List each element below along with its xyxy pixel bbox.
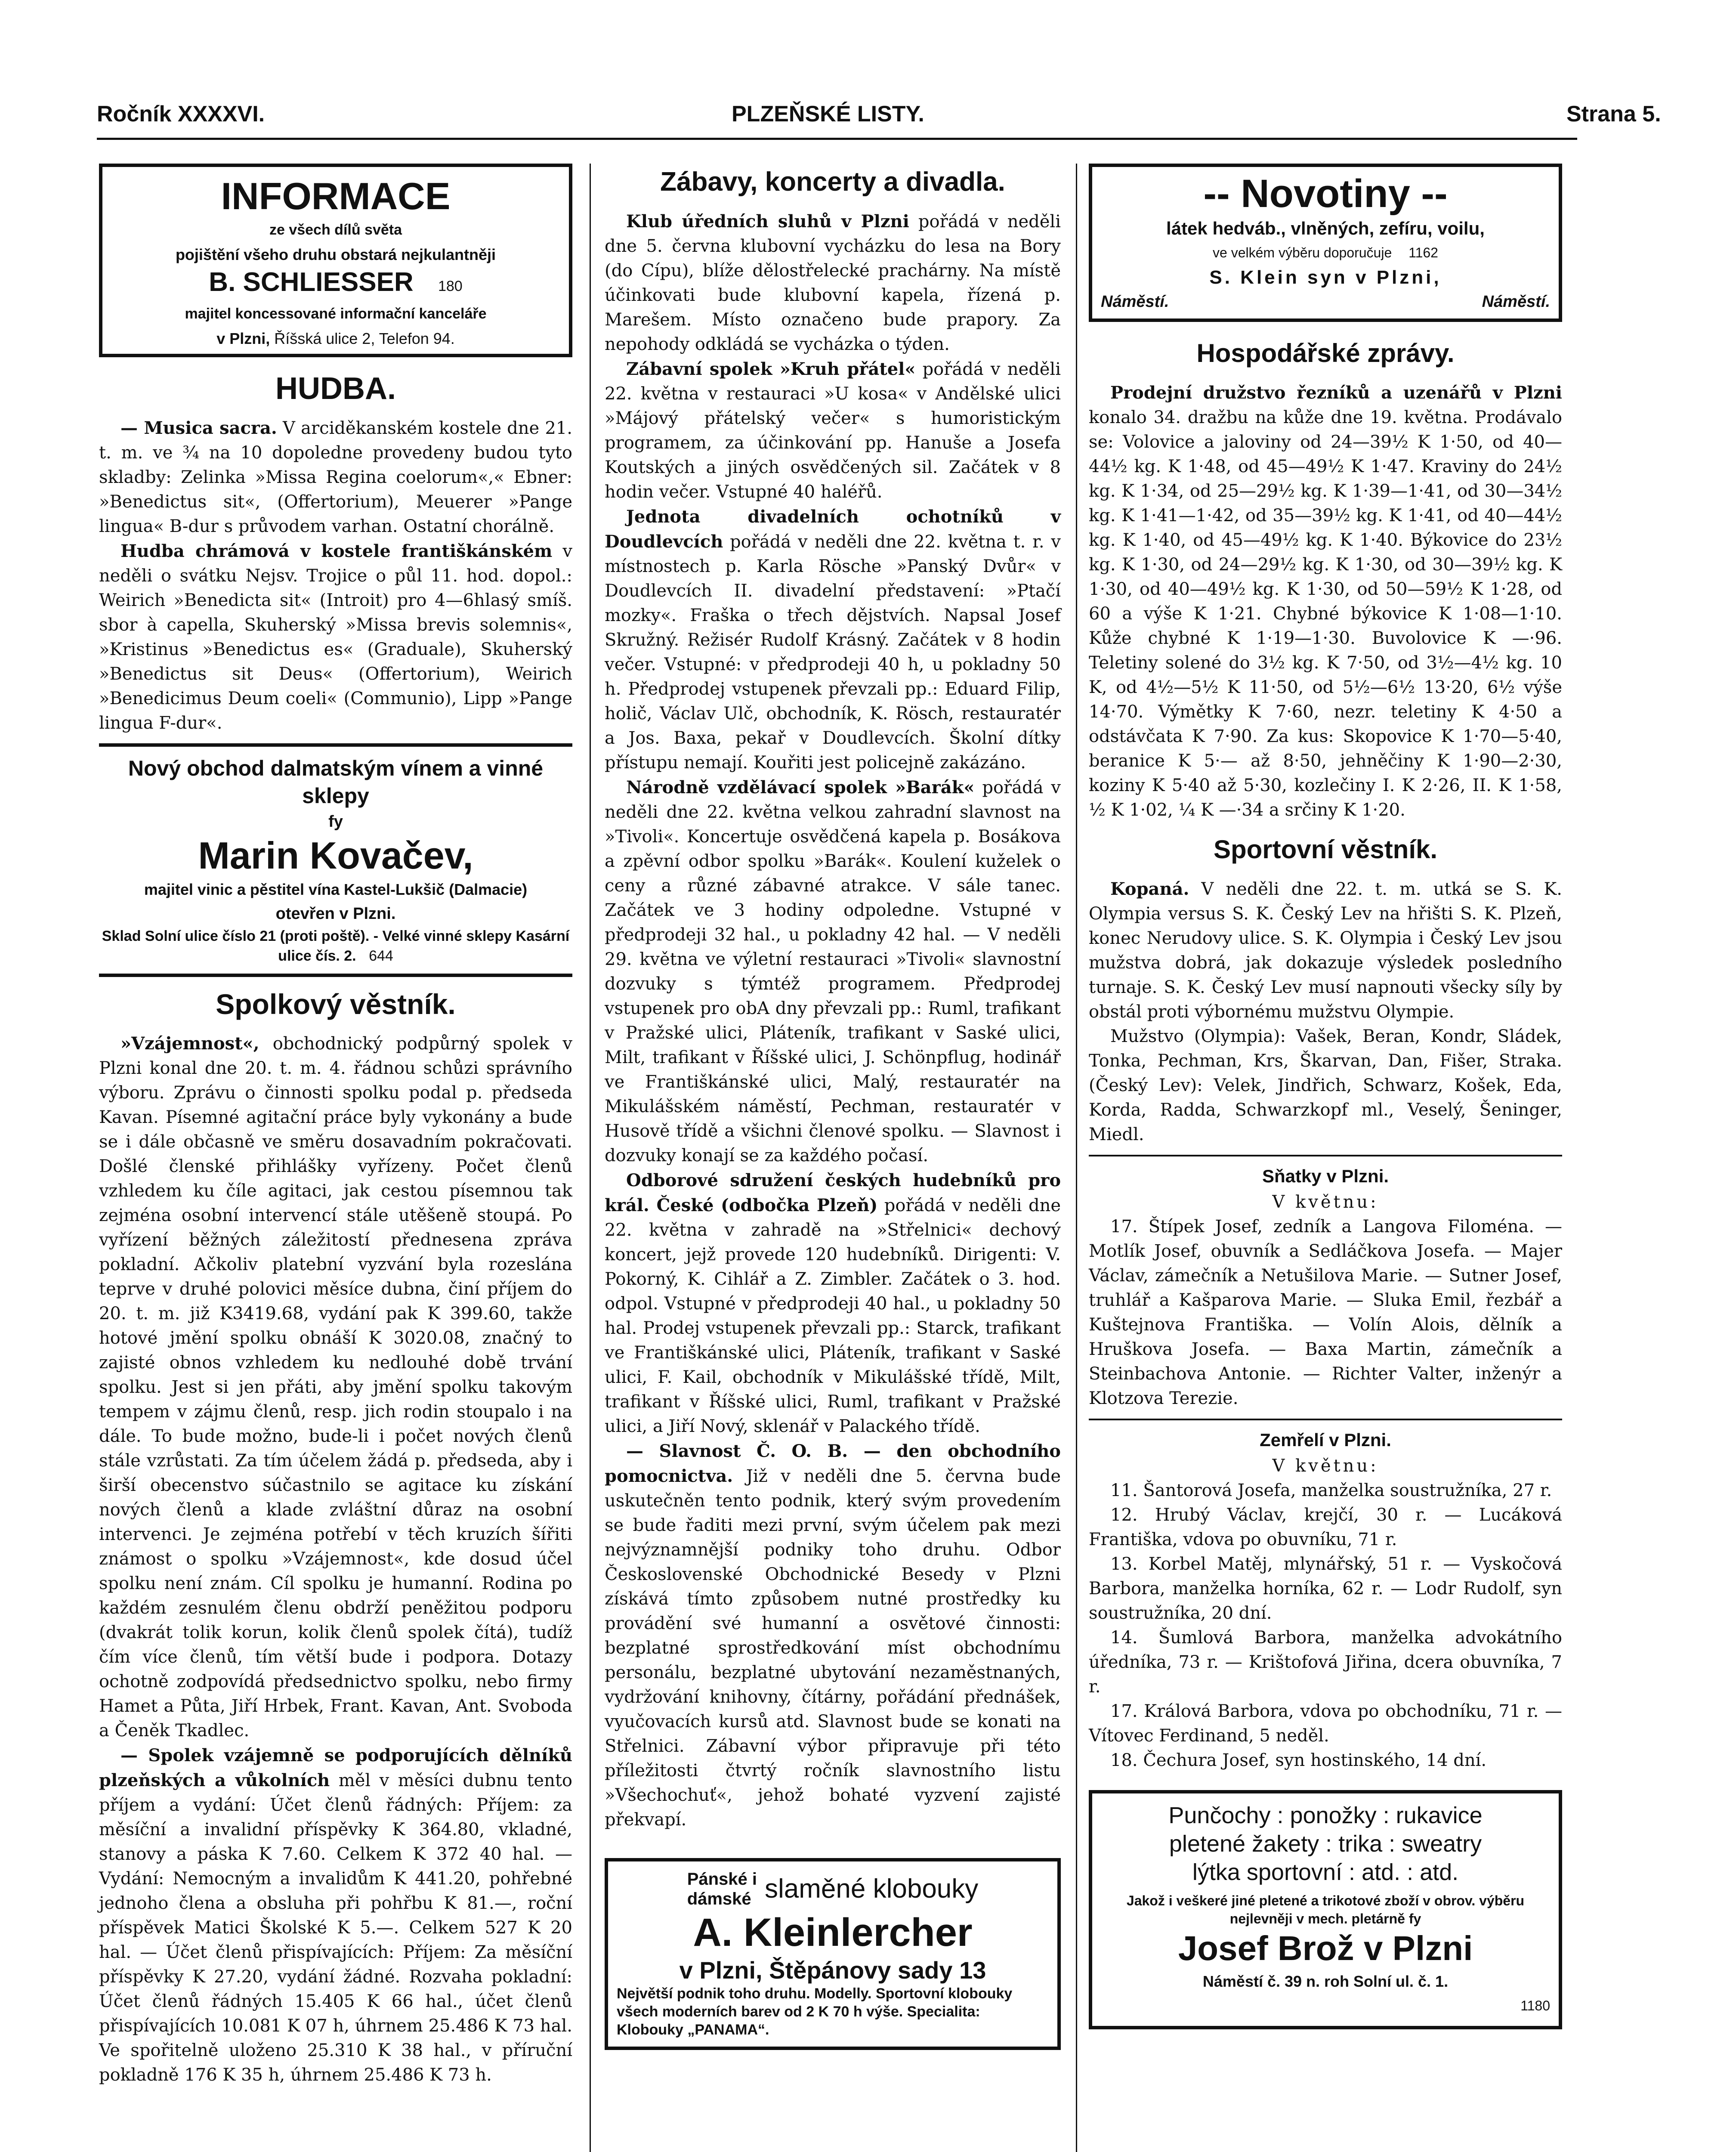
section-subtitle: V květnu: — [1272, 1456, 1379, 1476]
ad-novotiny-right: Náměstí. — [1482, 293, 1550, 311]
paragraph-body: pořádá v neděli dne 5. června klubovní vycházku do lesa na Bory (do Cípu), blíže dělostřelecké prachárny. Na místě účinkovati bude klubovní kapela, řízená p. Marešem. Místo označeno bude prapory. Za nepohody odkládá se vycházka o týden. — [605, 212, 1061, 354]
ad-kovacev — [99, 754, 572, 966]
ad-novotiny — [1089, 164, 1562, 322]
ad-informace-line: ze všech dílů světa — [269, 222, 402, 238]
paragraph — [605, 1168, 1061, 1439]
paragraph — [99, 416, 572, 539]
paragraph-body: pořádá v neděli 22. května v restauraci »U kosa« v Andělské ulici »Májový přátelský večer« s humoristickým programem, za účinkování pp. Hanuše a Josefa Koutských a jiných osvědčených sil. Začátek v 8 hodin večer. Vstupné 40 haléřů. — [605, 359, 1061, 502]
paragraph-body: pořádá v neděli dne 22. května velkou zahradní slavnost na »Tivoli«. Koncertuje osvědčená kapela p. Bosákova a zpěvní odbor spolku »Barák«. Koulení kuželek o ceny a různé zábavné atrakce. V sále tanec. Začátek ve 3 hodiny odpoledne. Vstupné v předprodeji 32 hal., u pokladny 42 hal. — V neděli 29. května ve výletní restauraci »Tivoli« slavnostní dozvuky s týmtéž programem. Předprodej vstupenek pro obA dny převzali pp.: Ruml, trafikant v Pražské ulici, Pláteník, trafikant v Saské ulici, Milt, trafikant v Říšské ulici, J. Schönpflug, hodinář ve Františkánské ulici, Malý, restauratér na Mikulášském náměstí, Pechman, restauratér v Husově třídě a všichni členové spolku. — Slavnost i dozvuky konají se za každého počasí. — [605, 778, 1061, 1166]
ad-novotiny-foot — [1101, 290, 1550, 314]
paragraph-lead: »Vzájemnost«, — [120, 1033, 259, 1054]
paragraph-lead: Jednota divadelních ochotníků v Doudlevcích — [605, 507, 1061, 552]
paragraph-lead: Zábavní spolek »Kruh přátel« — [626, 359, 916, 379]
ad-informace-line: majitel koncessované informační kanceláře — [185, 306, 487, 322]
paragraph-body: obchodnický podpůrný spolek v Plzni konal dne 20. t. m. 4. řádnou schůzi správního výboru. Zprávu o činnosti spolku podal p. předseda Kavan. Písemné agitační práce byly vykonány a bude se i dále občasně ve směru dosavadním pokračovati. Došlé členské přihlášky vyřízeny. Počet členů vzhledem ku číle agitaci, jak cestou písemnou tak zejména osobní intervencí stále utěšeně stoupá. Po vyřízení běžných záležitostí přednesena zpráva pokladní. Ačkoliv platební vyzvání byla rozeslána teprve v druhé polovici měsíce dubna, činí příjem do 20. t. m. již K3419.68, vydání pak K 399.60, takže hotové jmění spolku obnáší K 3020.08, značný to zajisté obnos vzhledem ku nedlouhé době trvání spolku. Jest si jen přáti, aby jmění spolku takovým tempem v zájmu členů, resp. jich rodin stoupalo i na dále. To bude možno, bude-li i počet nových členů stále vzrůstati. Za tím účelem žádá p. předseda, aby i širší obecenstvo súčastnilo se agitace ku získání nových členů a klade zvláštní důraz na osobní intervenci. Je zejména potřebí v těch kruzích šířiti známost o spolku »Vzájemnost«, kde dosud účel spolku není znám. Cíl spolku je humanní. Rodina po každém zesnulém členu obdrží peněžitou podporu (dvakrát tolik korun, kolik členů spolek čítá), tudíž čím více členů, tím větší bude i podpora. Dotazy ochotně zodpovídá předsednictvo spolku, nebo firmy Hamet a Půta, Jiří Hrbek, Frant. Kavan, Ant. Svoboda a Čeněk Tkadlec. — [99, 1034, 572, 1741]
ad-kovacev-title: Nový obchod dalmatským vínem a vinné sklepy — [128, 756, 544, 808]
ad-broz-line: lýtka sportovní : atd. : atd. — [1192, 1859, 1459, 1885]
paragraph-body: měl v měsíci dubnu tento příjem a vydání: Účet členů řádných: Příjem: za měsíční a invalidní příspěvky K 364.80, vkladné, stanovy a páska K 7.60. Celkem K 372 40 hal. — Vydání: Nemocným a invalidům K 441.20, pohřebné jednoho člena a obsluha při pohřbu K 81.—, roční příspěvek Matici Školské K 5.—. Celkem 527 K 20 hal. — Účet členů přispívajících: Příjem: Za měsíční příspěvky K 27.20, vydání žádné. Rozvaha pokladní: Účet členů řádných 15.405 K 66 hal., účet členů přispívajících 10.081 K 07 h, úhrnem 25.486 K 73 hal. Ve spořitelně uloženo 25.310 K 38 hal., v příruční pokladně 176 K 35 h, úhrnem 25.486 K 73 h. — [99, 1771, 572, 2085]
header-rule — [97, 138, 1577, 140]
ad-novotiny-name: S. Klein syn v Plzni, — [1209, 267, 1442, 288]
paragraph-lead: Národně vzdělávací spolek »Barák« — [626, 777, 975, 798]
paragraph — [99, 539, 572, 736]
ad-kleinlercher-top2: dámské — [687, 1889, 751, 1908]
ad-broz-num: 1180 — [1520, 1998, 1550, 2013]
ad-broz-addr: Náměstí č. 39 n. roh Solní ul. č. 1. — [1202, 1973, 1449, 1990]
ad-broz — [1089, 1790, 1562, 2029]
ad-informace-city: v Plzni, — [216, 330, 270, 347]
column-2 — [605, 164, 1061, 2063]
paragraph — [605, 504, 1061, 775]
ad-broz-name: Josef Brož v Plzni — [1178, 1929, 1473, 1967]
ad-kovacev-firm: fy — [328, 813, 343, 831]
ad-kleinlercher-top3: slaměné klobouky — [765, 1874, 979, 1904]
paragraph-body: Již v neděli dne 5. června bude uskutečněn tento podnik, který svým provedením se bude řaditi mezi první, svým účelem pak mezi nejvýznamnější podniky toho druhu. Odbor Československé Obchodnické Besedy v Plzni získává tímto způsobem nutné prostředky ku provádění své humanní a osvětové činnosti: bezplatné sprostředkování míst obchodnímu personálu, bezplatné ubytování nezaměstnaných, vydržování knihovny, čítárny, pořádání přednášek, vyučovacích kursů atd. Slavnost bude se konati na Střelnici. Zábavní výbor připravuje při této příležitosti čtvrtý ročník slavnostního listu »Všechochuť«, jehož bohaté vyzvení zajisté překvapí. — [605, 1466, 1061, 1830]
column-rule — [590, 164, 591, 2152]
ad-informace-num: 180 — [438, 278, 463, 294]
ad-kovacev-line: otevřen v Plzni. — [275, 905, 396, 923]
paragraph-body: konalo 34. dražbu na kůže dne 19. května. Prodávalo se: Volovice a jaloviny od 24—39½ K 1·50, od 40—44½ kg. K 1·48, od 45—49½ K 1·47. Kraviny do 24½ kg. K 1·34, od 25—29½ kg. K 1·39—1·41, od 30—34½ kg. K 1·41—1·42, od 35—39½ kg. K 1·41, od 40—44½ kg. K 1·40, od 45—49½ kg. K 1·40. Býkovice do 23½ kg. K 1·30, od 24—29½ kg. K 1·30, od 30—39½ kg. K 1·30, od 40—49½ kg. K 1·30, od 50—59½ K 1·28, od 60 a výše K 1·21. Chybné býkovice K 1·08—1·10. Kůže chybné K 1·19—1·30. Buvolovice K —·96. Teletiny solené do 3½ kg. K 7·50, od 3½—4½ kg. 10 K, od 4½—5½ K 11·50, od 5½—6½ 13·20, 6½ výše 14·70. Výmětky K 7·60, nezr. teletiny K 4·50 a odstávčata K 7·90. Za kus: Skopovice K 1·70—5·40, beranice K 5·— až 8·50, jehněčiny K 1·90—2·30, koziny K 5·40 až 5·30, kozlečiny I. K 2·26, II. K 1·58, ½ K 1·02, ¼ K —·34 a srčiny K 1·20. — [1089, 408, 1562, 820]
ad-broz-line: Punčochy : ponožky : rukavice — [1168, 1803, 1483, 1828]
header-volume: Ročník XXXXVI. — [97, 102, 265, 127]
paragraph-lead: — Slavnost Č. O. B. — den obchodního pomocnictva. — [605, 1441, 1061, 1486]
list-item: 13. Korbel Matěj, mlynářský, 51 r. — Vyskočová Barbora, manželka horníka, 62 r. — Lodr Rudolf, syn soustružníka, 20 dní. — [1089, 1554, 1562, 1623]
section-title-hospodarske: Hospodářské zprávy. — [1196, 339, 1455, 368]
header-page: Strana 5. — [1566, 102, 1661, 127]
section-title-zemreli: Zemřelí v Plzni. — [1260, 1430, 1391, 1450]
list-item: 17. Králová Barbora, vdova po obchodníku, 71 r. — Vítovec Ferdinand, 5 neděl. — [1089, 1701, 1562, 1746]
ad-kovacev-line: majitel vinic a pěstitel vína Kastel-Lukšič (Dalmacie) — [144, 881, 528, 898]
paragraph-body: V neděli dne 22. t. m. utká se S. K. Olympia versus S. K. Český Lev na hřišti S. K. Plzeň, konec Nerudovy ulice. S. K. Olympia i Český Lev jsou mužstva dobrá, jak dokazuje výsledek posledního turnaje. S. K. Český Lev musí napnouti všecky síly by obstál proti výbornému mužstvu Olympie. — [1089, 879, 1562, 1022]
column-rule — [1076, 164, 1077, 2152]
ad-kleinlercher-line: Největší podnik toho druhu. Modelly. Sportovní klobouky všech moderních barev od 2 K 70 h výše. Specialita: Klobouky „PANAMA“. — [617, 1985, 1013, 2038]
ad-informace-addr: Říšská ulice 2, Telefon 94. — [274, 330, 455, 347]
ad-kovacev-name: Marin Kovačev, — [198, 834, 473, 877]
section-title-satky: Sňatky v Plzni. — [1262, 1166, 1389, 1186]
paragraph-lead: Odborové sdružení českých hudebníků pro král. České (odbočka Plzeň) — [605, 1170, 1061, 1215]
column-1 — [99, 164, 572, 2087]
paragraph-lead: Kopaná. — [1110, 879, 1189, 899]
divider — [1089, 1155, 1562, 1156]
paragraph-lead: Hudba chrámová v kostele františkánském — [120, 541, 553, 561]
ad-kleinlercher-addr: v Plzni, Štěpánovy sady 13 — [679, 1957, 986, 1984]
paragraph-body: V arciděkanském kostele dne 21. t. m. ve ¾ na 10 dopoledne provedeny budou tyto skladby: Zelinka »Missa Regina coelorum«,« Ebner: »Benedictus sit«, (Offertorium), Meuerer »Pange lingua« B-dur s průvodem varhan. Ostatní chorálně. — [99, 418, 572, 536]
section-subtitle: V květnu: — [1272, 1192, 1379, 1212]
section-title-spolkovy: Spolkový věstník. — [216, 988, 456, 1020]
ad-kleinlercher-name: A. Kleinlercher — [693, 1911, 973, 1954]
list-item: 14. Šumlová Barbora, manželka advokátního úředníka, 73 r. — Krištofová Jiřina, dcera obuvníka, 7 r. — [1089, 1628, 1562, 1697]
ad-kovacev-line — [99, 926, 572, 966]
paragraph — [1089, 380, 1562, 822]
paragraph-body: v neděli o svátku Nejsv. Trojice o půl 11. hod. dopol.: Weirich »Benedicta sit« (Introit) pro 4—6hlasý smíš. sbor à capella, Skuherský »Missa brevis solemnis«, »Kristinus »Benedictus es« (Graduale), Skuherský »Benedictus sit Deus« (Offertorium), Weirich »Benedicimus Deum coeli« (Communio), Lipp »Pange lingua F-dur«. — [99, 541, 572, 733]
paragraph-body: pořádá v neděli dne 22. května t. r. v místnostech p. Karla Rösche »Panský Dvůr« v Doudlevcích II. divadelní představení: »Ptačí mozky«. Fraška o třech dějstvích. Napsal Josef Skružný. Režisér Rudolf Krásný. Začátek v 8 hodin večer. Vstupné: v předprodeji 40 h, u pokladny 50 h. Předprodej vstupenek převzali pp.: Eduard Filip, holič, Václav Ulč, obchodník, K. Rösch, restauratér a Jos. Baxa, pekař v Doudlevcích. Školní dítky přístupu nemají. Kouřiti jest policejně zakázáno. — [605, 532, 1061, 773]
ad-kleinlercher — [605, 1858, 1061, 2050]
ad-novotiny-line: látek hedváb., vlněných, zefíru, voilu, — [1166, 218, 1485, 238]
paragraph-lead: Prodejní družstvo řezníků a uzenářů v Plzni — [1110, 383, 1562, 403]
paragraph — [1089, 877, 1562, 1024]
list-item: 11. Šantorová Josefa, manželka soustružníka, 27 r. — [1110, 1481, 1552, 1500]
list-item: 12. Hrubý Václav, krejčí, 30 r. — Lucáková Františka, vdova po obuvníku, 71 r. — [1089, 1505, 1562, 1549]
paragraph — [99, 1031, 572, 1743]
paragraph-lead: — Musica sacra. — [120, 418, 277, 438]
paragraph — [99, 1743, 572, 2087]
ad-novotiny-num: 1162 — [1409, 245, 1438, 260]
ad-kovacev-text: Sklad Solní ulice číslo 21 (proti poště). - Velké vinné sklepy Kasární ulice čís. 2. — [102, 928, 570, 964]
list-item: 18. Čechura Josef, syn hostinského, 14 dní. — [1110, 1750, 1487, 1770]
section-title-sport: Sportovní věstník. — [1213, 835, 1438, 864]
ad-broz-line: Jakož i veškeré jiné pletené a trikotové zboží v obrov. výběru nejlevněji v mech. pletárně fy — [1126, 1893, 1525, 1926]
paragraph — [1089, 1024, 1562, 1147]
divider — [99, 974, 572, 977]
ad-novotiny-left: Náměstí. — [1101, 293, 1169, 311]
paragraph-body: Mužstvo (Olympia): Vašek, Beran, Kondr, Sládek, Tonka, Pechman, Krs, Škarvan, Dan, Fišer, Straka. (Český Lev): Velek, Jindřich, Schwarz, Košek, Eda, Korda, Radda, Schwarzkopf ml., Veselý, Šeninger, Miedl. — [1089, 1027, 1562, 1144]
ad-informace-title: INFORMACE — [221, 175, 451, 217]
paragraph-lead: — Spolek vzájemně se podporujících dělníků plzeňských a vůkolních — [99, 1745, 572, 1790]
paragraph-lead: Klub úředních sluhů v Plzni — [626, 211, 909, 232]
ad-kleinlercher-top-left — [687, 1869, 757, 1909]
divider — [99, 743, 572, 747]
paragraph: 17. Štípek Josef, zedník a Langova Filoména. — Motlík Josef, obuvník a Sedláčkova Josefa. — Majer Václav, zámečník a Netušilova Marie. — Sutner Josef, truhlář a Kašparova Marie. — Sluka Emil, řezbář a Kuštejnova Františka. — Volín Alois, dělník a Hruškova Josefa. — Baxa Martin, zámečník a Steinbachova Antonie. — Richter Valter, inženýr a Klotzova Terezie. — [1089, 1217, 1562, 1408]
ad-informace — [99, 164, 572, 357]
section-title-zabavy: Zábavy, koncerty a divadla. — [660, 167, 1005, 197]
section-title-hudba: HUDBA. — [275, 371, 396, 406]
ad-kleinlercher-top — [617, 1869, 1049, 1909]
ad-novotiny-line2-row — [1101, 241, 1550, 265]
divider — [1089, 1419, 1562, 1420]
ad-informace-addr-row — [111, 326, 560, 351]
paragraph — [605, 775, 1061, 1168]
paragraph-body: pořádá v neděli dne 22. května v zahradě na »Střelnici« dechový koncert, jejž provede 120 hudebníků. Dirigenti: V. Pokorný, K. Cihlář a Z. Zimbler. Začátek o 3. hod. odpol. Vstupné v předprodeji 40 hal., u pokladny 50 hal. Prodej vstupenek převzali pp.: Starck, trafikant ve Františkánské ulici, Pláteník, trafikant v Saské ulici, F. Kail, obchodník v Mikulášské třídě, Milt, trafikant v Říšské ulici, Ruml, trafikant v Pražské ulici, a Jiří Nový, sklenář v Palackého třídě. — [605, 1196, 1061, 1436]
paragraph — [605, 1439, 1061, 1832]
ad-informace-name-row — [111, 267, 560, 302]
ad-novotiny-line2: ve velkém výběru doporučuje — [1213, 245, 1392, 260]
ad-novotiny-title: -- Novotiny -- — [1203, 172, 1448, 216]
header-masthead: PLZEŇSKÉ LISTY. — [732, 102, 924, 127]
ad-informace-line: pojištění všeho druhu obstará nejkulantněji — [175, 246, 496, 263]
column-3 — [1089, 164, 1562, 2042]
paragraph — [605, 209, 1061, 357]
ad-informace-name: B. SCHLIESSER — [209, 267, 414, 297]
ad-broz-line: pletené žakety : trika : sweatry — [1169, 1831, 1482, 1857]
ad-kleinlercher-top1: Pánské i — [687, 1870, 757, 1889]
paragraph — [605, 357, 1061, 504]
ad-kovacev-num: 644 — [369, 948, 393, 964]
